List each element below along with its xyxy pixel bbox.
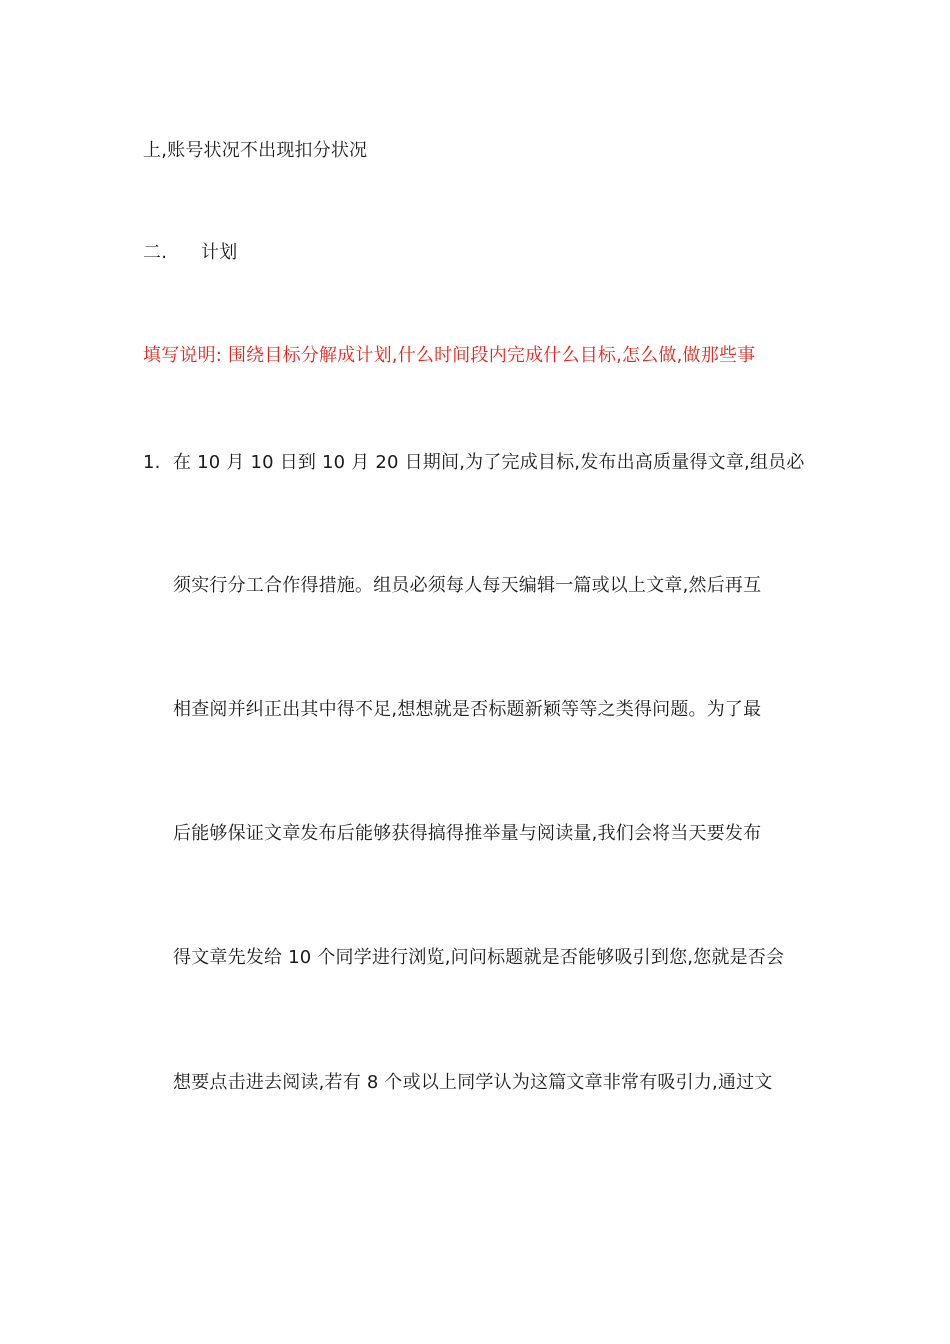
paragraph-line: 须实行分工合作得措施。组员必须每人每天编辑一篇或以上文章,然后再互: [173, 575, 762, 596]
paragraph-line: 后能够保证文章发布后能够获得搞得推举量与阅读量,我们会将当天要发布: [173, 823, 762, 844]
paragraph-line: 得文章先发给 10 个同学进行浏览,问问标题就是否能够吸引到您,您就是否会: [173, 947, 785, 968]
instruction-note: 填写说明: 围绕目标分解成计划,什么时间段内完成什么目标,怎么做,做那些事: [143, 345, 756, 366]
intro-line: 上,账号状况不出现扣分状况: [143, 140, 368, 161]
paragraph-line: 相查阅并纠正出其中得不足,想想就是否标题新颖等等之类得问题。为了最: [173, 699, 762, 720]
section-number: 二.: [143, 242, 168, 263]
section-title: 计划: [201, 242, 238, 263]
paragraph-line: 想要点击进去阅读,若有 8 个或以上同学认为这篇文章非常有吸引力,通过文: [173, 1072, 773, 1093]
list-item-number: 1.: [143, 452, 161, 473]
paragraph-line: 在 10 月 10 日到 10 月 20 日期间,为了完成目标,发布出高质量得文章,组员必: [173, 452, 805, 473]
